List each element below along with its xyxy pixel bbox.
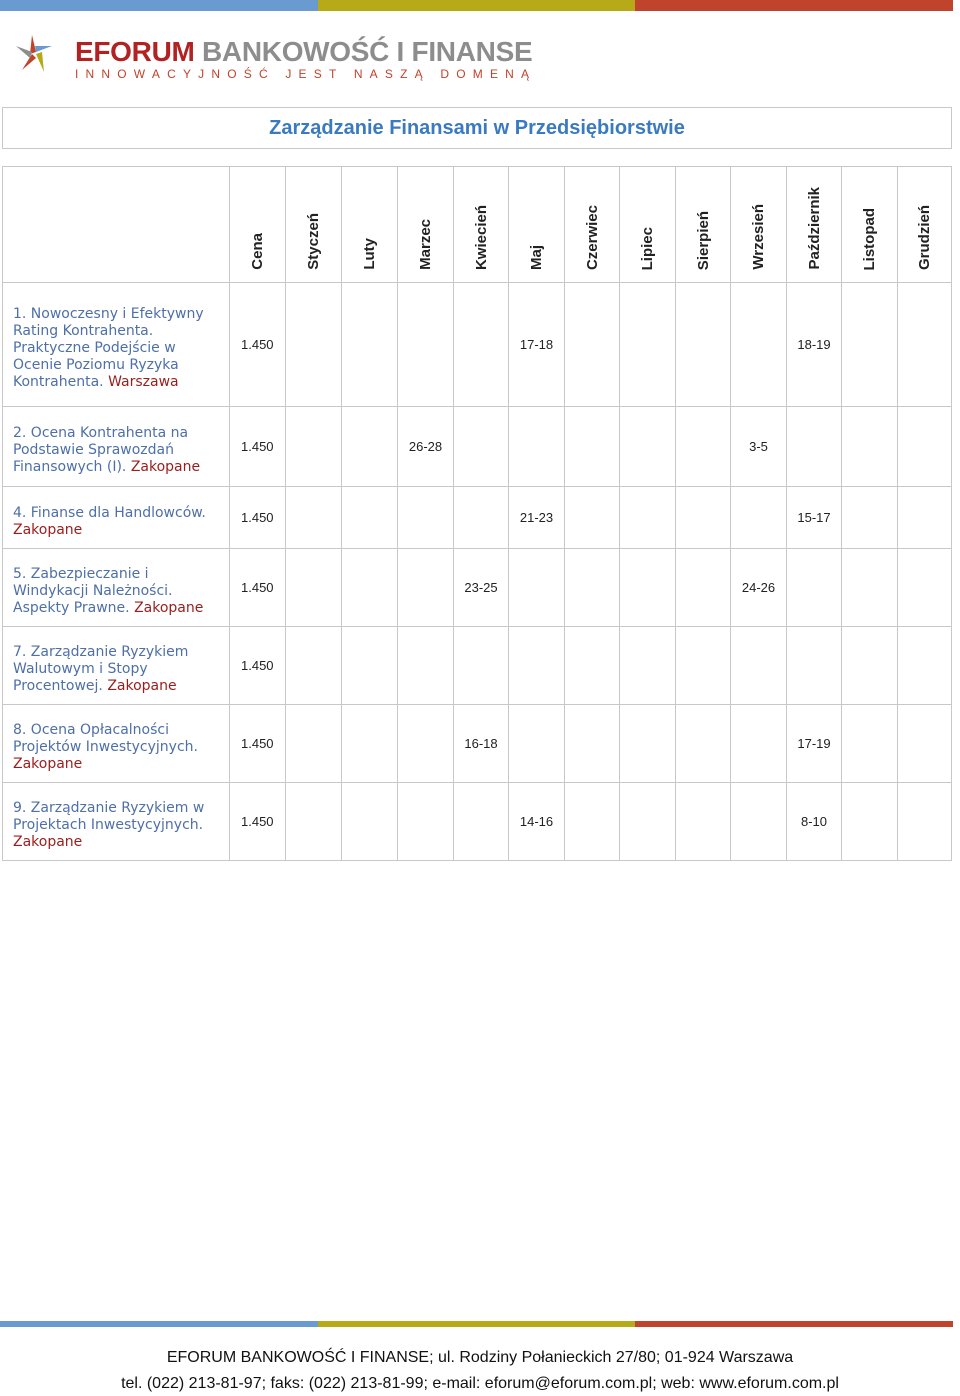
top-color-stripe [0, 0, 953, 11]
date-cell [620, 407, 676, 487]
column-header [230, 167, 286, 283]
date-cell [342, 705, 398, 783]
date-cell [454, 487, 509, 549]
eforum-star-logo-icon [14, 32, 54, 76]
course-cell [3, 487, 230, 549]
column-header-label: Październik [805, 187, 823, 270]
date-cell [565, 627, 620, 705]
date-cell: 23-25 [454, 549, 509, 627]
column-header [898, 167, 952, 283]
date-cell [731, 283, 787, 407]
column-header [731, 167, 787, 283]
date-cell [898, 627, 952, 705]
date-cell: 26-28 [398, 407, 454, 487]
date-cell [731, 783, 787, 861]
date-cell: 17-19 [787, 705, 842, 783]
date-cell [565, 283, 620, 407]
date-cell [842, 705, 898, 783]
table-row [3, 407, 952, 487]
date-cell [898, 283, 952, 407]
date-cell [565, 407, 620, 487]
date-cell [454, 627, 509, 705]
column-header [454, 167, 509, 283]
column-header [565, 167, 620, 283]
column-header [620, 167, 676, 283]
date-cell [565, 783, 620, 861]
date-cell [898, 705, 952, 783]
date-cell [898, 487, 952, 549]
date-cell [398, 627, 454, 705]
date-cell [842, 549, 898, 627]
date-cell [398, 283, 454, 407]
schedule-table [2, 166, 952, 861]
course-location: Zakopane [134, 600, 204, 616]
date-cell [676, 627, 731, 705]
date-cell [620, 783, 676, 861]
date-cell: 21-23 [509, 487, 565, 549]
date-cell [620, 283, 676, 407]
date-cell [398, 783, 454, 861]
date-cell [342, 487, 398, 549]
date-cell [286, 549, 342, 627]
price-cell: 1.450 [230, 783, 286, 861]
date-cell [454, 783, 509, 861]
course-cell [3, 283, 230, 407]
date-cell [342, 407, 398, 487]
column-header-label: Kwiecień [472, 204, 490, 270]
date-cell [398, 705, 454, 783]
date-cell [898, 783, 952, 861]
date-cell [620, 627, 676, 705]
price-cell: 1.450 [230, 705, 286, 783]
date-cell [620, 549, 676, 627]
date-cell [509, 705, 565, 783]
price-cell: 1.450 [230, 407, 286, 487]
column-header-label: Czerwiec [583, 204, 601, 270]
price-cell: 1.450 [230, 627, 286, 705]
column-header-label: Sierpień [694, 210, 712, 270]
date-cell [620, 487, 676, 549]
footer-color-stripe [0, 1321, 953, 1327]
table-row [3, 283, 952, 407]
table-row [3, 627, 952, 705]
date-cell: 17-18 [509, 283, 565, 407]
date-cell [286, 283, 342, 407]
date-cell [342, 283, 398, 407]
date-cell: 3-5 [731, 407, 787, 487]
column-header-label: Styczeń [305, 213, 322, 270]
date-cell [398, 549, 454, 627]
footer-address: EFORUM BANKOWOŚĆ I FINANSE; ul. Rodziny Połanieckich 27/80; 01-924 Warszawa [166, 1349, 794, 1366]
date-cell [342, 783, 398, 861]
course-cell [3, 783, 230, 861]
course-title: 9. Zarządzanie Ryzykiem w Projektach Inwestycyjnych. [13, 800, 205, 833]
date-cell [454, 283, 509, 407]
date-cell [842, 627, 898, 705]
column-header-label: Grudzień [916, 204, 933, 270]
date-cell [509, 627, 565, 705]
date-cell: 18-19 [787, 283, 842, 407]
date-cell [842, 283, 898, 407]
course-location: Warszawa [108, 374, 179, 390]
course-cell [3, 407, 230, 487]
date-cell [509, 549, 565, 627]
date-cell [787, 407, 842, 487]
date-cell [676, 705, 731, 783]
column-header [286, 167, 342, 283]
date-cell [731, 627, 787, 705]
date-cell [342, 549, 398, 627]
course-title: 8. Ocena Opłacalności Projektów Inwestycyjnych. [13, 722, 198, 755]
column-header [842, 167, 898, 283]
date-cell: 24-26 [731, 549, 787, 627]
table-row [3, 487, 952, 549]
date-cell [398, 487, 454, 549]
column-header-label: Lipiec [639, 226, 656, 270]
date-cell [565, 549, 620, 627]
course-location: Zakopane [13, 834, 83, 850]
date-cell [842, 407, 898, 487]
column-header [676, 167, 731, 283]
price-cell: 1.450 [230, 549, 286, 627]
date-cell [842, 783, 898, 861]
column-header [342, 167, 398, 283]
date-cell [286, 783, 342, 861]
course-title: 4. Finanse dla Handlowców. [13, 504, 206, 521]
date-cell [509, 407, 565, 487]
date-cell: 14-16 [509, 783, 565, 861]
date-cell [565, 705, 620, 783]
date-cell [898, 407, 952, 487]
column-header [509, 167, 565, 283]
course-cell [3, 705, 230, 783]
header-corner-cell [3, 167, 230, 283]
date-cell [676, 283, 731, 407]
date-cell [676, 783, 731, 861]
course-title: 1. Nowoczesny i Efektywny Rating Kontrahenta. Praktyczne Podejście w Ocenie Poziomu Ryzyka Kontrahenta. [13, 306, 204, 390]
course-title: 2. Ocena Kontrahenta na Podstawie Sprawozdań Finansowych (I). [13, 425, 189, 475]
date-cell [286, 705, 342, 783]
date-cell: 8-10 [787, 783, 842, 861]
date-cell [731, 705, 787, 783]
date-cell [286, 487, 342, 549]
date-cell [898, 549, 952, 627]
date-cell: 16-18 [454, 705, 509, 783]
course-location: Zakopane [13, 521, 83, 538]
table-row [3, 783, 952, 861]
course-location: Zakopane [107, 678, 177, 694]
course-location: Zakopane [130, 459, 201, 475]
date-cell [620, 705, 676, 783]
date-cell [787, 549, 842, 627]
column-header [787, 167, 842, 283]
date-cell [676, 549, 731, 627]
column-header-label: Marzec [417, 219, 434, 270]
date-cell [676, 407, 731, 487]
footer-contact: tel. (022) 213-81-97; faks: (022) 213-81-99; e-mail: eforum@eforum.com.pl; web: www.eforum.com.pl [121, 1375, 839, 1392]
price-cell: 1.450 [230, 283, 286, 407]
brand-name: EFORUM BANKOWOŚĆ I FINANSE [75, 36, 533, 67]
date-cell [842, 487, 898, 549]
page-title: Zarządzanie Finansami w Przedsiębiorstwie [269, 116, 685, 139]
column-header-label: Cena [249, 233, 266, 270]
course-title: 5. Zabezpieczanie i Windykacji Należności. Aspekty Prawne. [13, 566, 173, 616]
date-cell [565, 487, 620, 549]
date-cell [676, 487, 731, 549]
column-header-label: Wrzesień [750, 204, 767, 270]
date-cell [286, 627, 342, 705]
course-title: 7. Zarządzanie Ryzykiem Walutowym i Stopy Procentowej. [13, 644, 189, 694]
date-cell [342, 627, 398, 705]
table-row [3, 705, 952, 783]
column-header-label: Listopad [861, 207, 878, 270]
table-row [3, 549, 952, 627]
date-cell [454, 407, 509, 487]
date-cell [787, 627, 842, 705]
course-cell [3, 627, 230, 705]
table-header-row [3, 167, 952, 283]
course-cell [3, 549, 230, 627]
column-header [398, 167, 454, 283]
page-title-box [2, 107, 952, 149]
course-location: Zakopane [13, 756, 83, 772]
column-header-label: Luty [361, 238, 378, 270]
date-cell [286, 407, 342, 487]
brand-tagline: INNOWACYJNOŚĆ JEST NASZĄ DOMENĄ [75, 67, 537, 81]
price-cell: 1.450 [230, 487, 286, 549]
date-cell: 15-17 [787, 487, 842, 549]
date-cell [731, 487, 787, 549]
column-header-label: Maj [528, 244, 545, 270]
